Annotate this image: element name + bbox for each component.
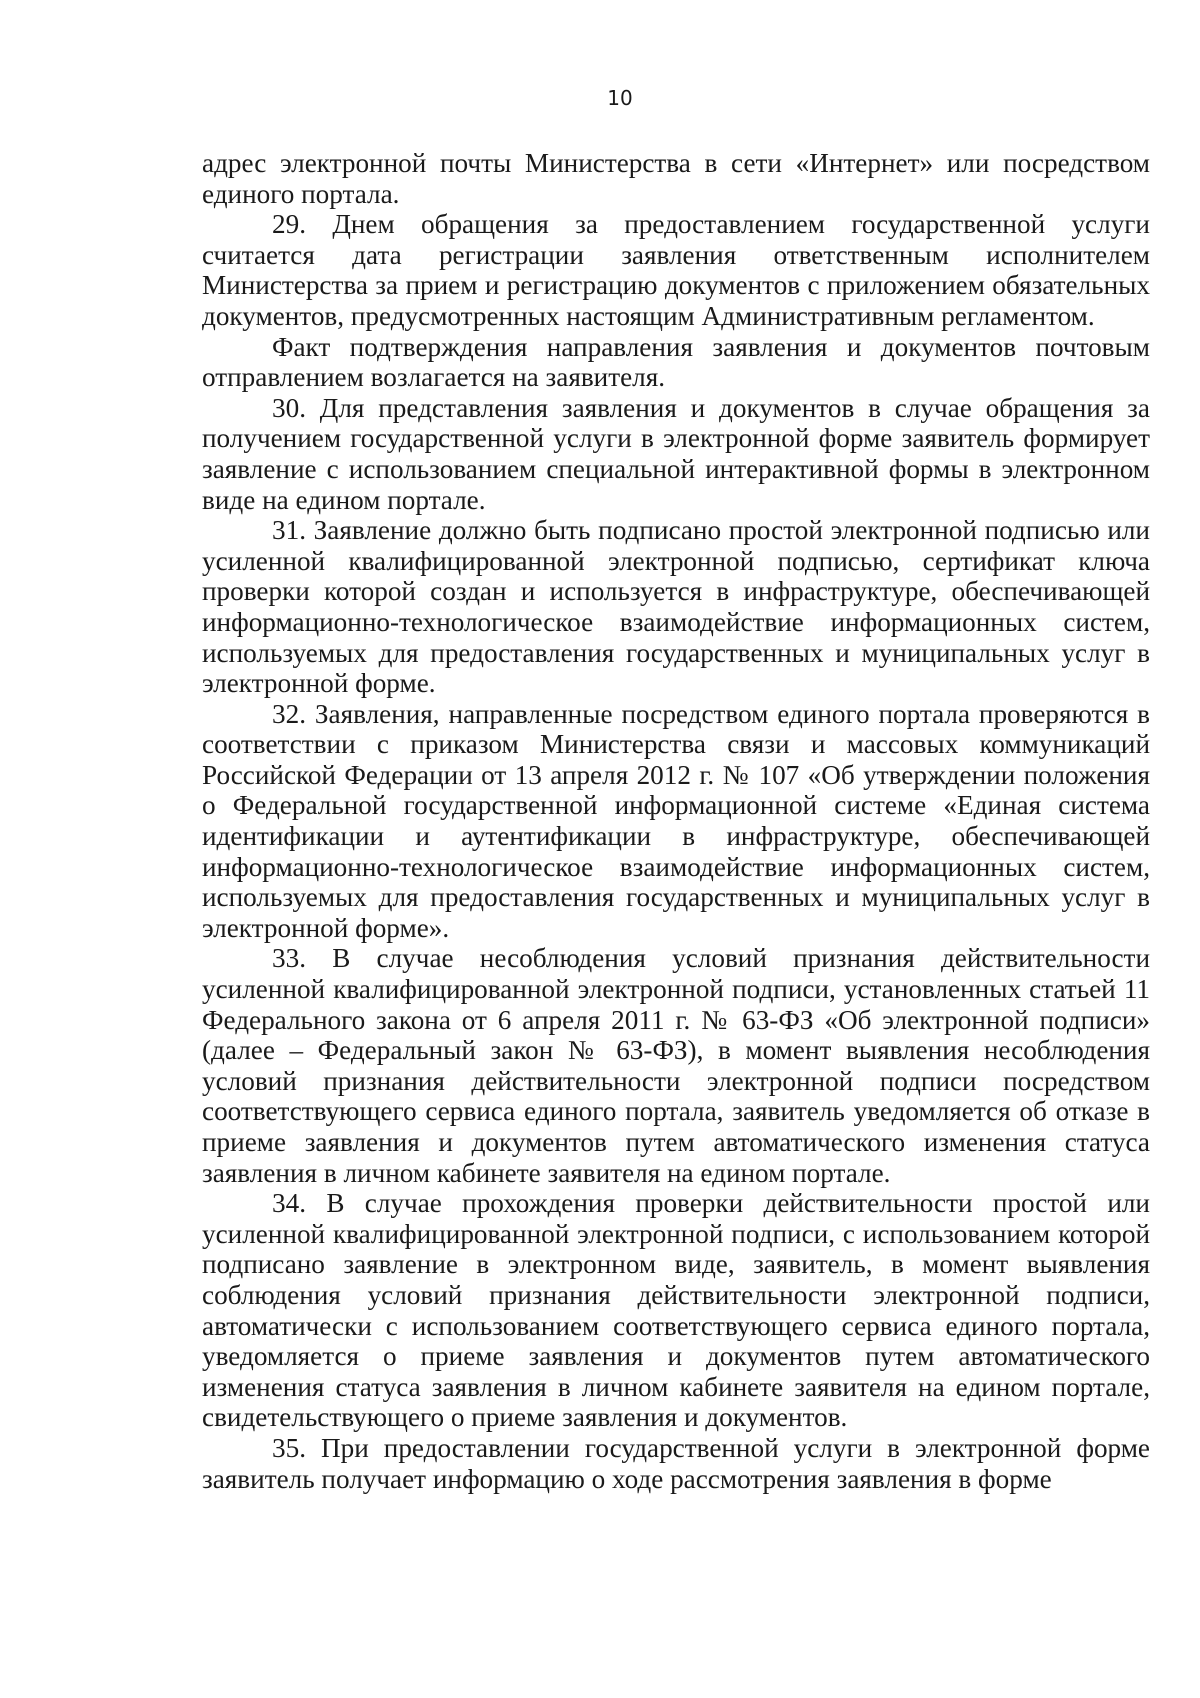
paragraph: 33. В случае несоблюдения условий признания действительности усиленной квалифицированной электронной подписи, установленных статьей 11 Федерального закона от 6 апреля 2011 г. № 63-ФЗ «Об электронной подписи» (далее – Федеральный закон № 63-ФЗ), в момент выявления несоблюдения условий признания действительности электронной подписи посредством соответствующего сервиса единого портала, заявитель уведомляется об отказе в приеме заявления и документов путем автоматического изменения статуса заявления в личном кабинете заявителя на едином портале. (202, 943, 1150, 1188)
document-body (202, 148, 1150, 1494)
paragraph: 35. При предоставлении государственной услуги в электронной форме заявитель получает информацию о ходе рассмотрения заявления в форме (202, 1432, 1150, 1494)
paragraph: 29. Днем обращения за предоставлением государственной услуги считается дата регистрации заявления ответственным исполнителем Министерства за прием и регистрацию документов с приложением обязательных документов, предусмотренных настоящим Административным регламентом. (202, 209, 1150, 331)
paragraph: 30. Для представления заявления и документов в случае обращения за получением государственной услуги в электронной форме заявитель формирует заявление с использованием специальной интерактивной формы в электронном виде на едином портале. (202, 392, 1150, 515)
paragraph: 31. Заявление должно быть подписано простой электронной подписью или усиленной квалифицированной электронной подписью, сертификат ключа проверки которой создан и используется в инфраструктуре, обеспечивающей информационно-технологическое взаимодействие информационных систем, используемых для предоставления государственных и муниципальных услуг в электронной форме. (202, 515, 1150, 699)
paragraph: адрес электронной почты Министерства в сети «Интернет» или посредством единого портала. (202, 148, 1150, 209)
paragraph: Факт подтверждения направления заявления и документов почтовым отправлением возлагается на заявителя. (202, 331, 1150, 393)
paragraph: 34. В случае прохождения проверки действительности простой или усиленной квалифицированной электронной подписи, с использованием которой подписано заявление в электронном виде, заявитель, в момент выявления соблюдения условий признания действительности электронной подписи, автоматически с использованием соответствующего сервиса единого портала, уведомляется о приеме заявления и документов путем автоматического изменения статуса заявления в личном кабинете заявителя на едином портале, свидетельствующего о приеме заявления и документов. (202, 1188, 1150, 1433)
paragraph: 32. Заявления, направленные посредством единого портала проверяются в соответствии с приказом Министерства связи и массовых коммуникаций Российской Федерации от 13 апреля 2012 г. № 107 «Об утверждении положения о Федеральной государственной информационной системе «Единая система идентификации и аутентификации в инфраструктуре, обеспечивающей информационно-технологическое взаимодействие информационных систем, используемых для предоставления государственных и муниципальных услуг в электронной форме». (202, 698, 1150, 943)
page-number: 10 (607, 86, 633, 110)
